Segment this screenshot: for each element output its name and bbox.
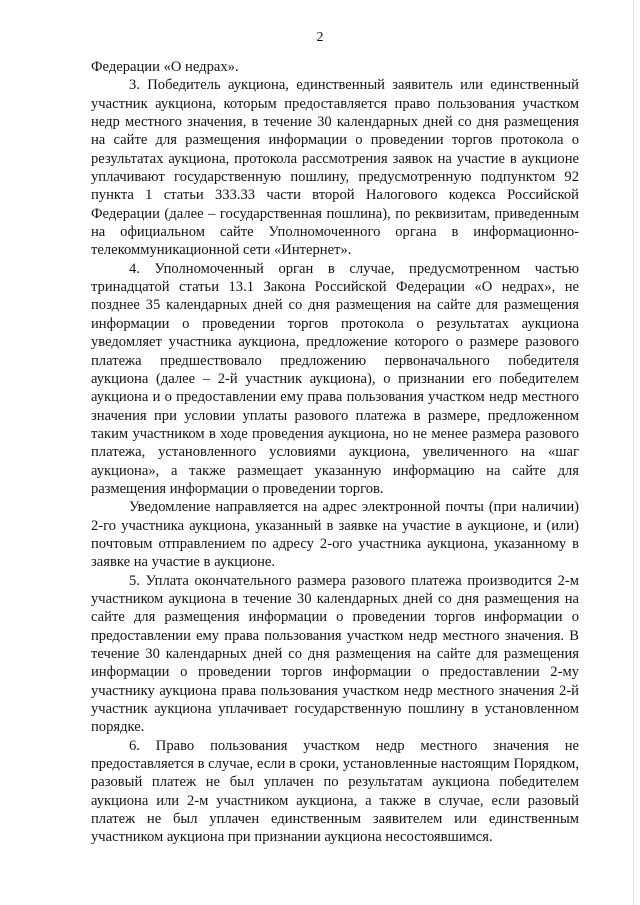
page-edge bbox=[633, 0, 634, 905]
paragraph-continuation: Федерации «О недрах». bbox=[91, 59, 239, 75]
paragraph-item-5: 5. Уплата окончательного размера разового платежа производится 2-м участником аукциона в течение 30 календарных дней со дня размещения на сайте для размещения информации о проведении торгов информации о предоставлении ему права пользования участком недр местного значения. В течение 30 календарных дней со дня размещения на сайте для размещения информации о проведении торгов информации о предоставлении 2-му участнику аукциона права пользования участком недр местного значения 2-й участник аукциона уплачивает государственную пошлину в установленном порядке. bbox=[91, 572, 579, 736]
paragraph-item-3: 3. Победитель аукциона, единственный заявитель или единственный участник аукциона, которым предоставляется право пользования участком недр местного значения, в течение 30 календарных дней со дня размещения на сайте для размещения информации о проведении торгов протокола о результатах аукциона, протокола рассмотрения заявок на участие в аукционе уплачивают государственную пошлину, предусмотренную подпунктом 92 пункта 1 статьи 333.33 части второй Налогового кодекса Российской Федерации (далее – государственная пошлина), по реквизитам, приведенным на официальном сайте Уполномоченного органа в информационно-телекоммуникационной сети «Интернет». bbox=[91, 77, 579, 259]
paragraph-notification: Уведомление направляется на адрес электронной почты (при наличии) 2-го участника аукциона, указанный в заявке на участие в аукционе, и (или) почтовым отправлением по адресу 2-ого участника аукциона, указанному в заявке на участие в аукционе. bbox=[91, 499, 579, 571]
document-body bbox=[91, 58, 579, 847]
paragraph-item-4: 4. Уполномоченный орган в случае, предусмотренном частью тринадцатой статьи 13.1 Закона Российской Федерации «О недрах», не позднее 35 календарных дней со дня размещения на сайте для размещения информации о проведении торгов протокола о результатах аукциона уведомляет участника аукциона, предложение которого о размере разового платежа предшествовало предложению первоначального победителя аукциона (далее – 2-й участник аукциона), о признании его победителем аукциона и о предоставлении ему права пользования участком недр местного значения при условии уплаты разового платежа в размере, предложенном таким участником в ходе проведения аукциона, но не менее размера разового платежа, установленного условиями аукциона, увеличенного на «шаг аукциона», а также размещает указанную информацию на сайте для размещения информации о проведении торгов. bbox=[91, 260, 579, 497]
page-number: 2 bbox=[316, 30, 324, 45]
paragraph-item-6: 6. Право пользования участком недр местного значения не предоставляется в случае, если в сроки, установленные настоящим Порядком, разовый платеж не был уплачен по результатам аукциона победителем аукциона или 2-м участником аукциона, а также в случае, если разовый платеж не был уплачен единственным заявителем или единственным участником аукциона при признании аукциона несостоявшимся. bbox=[91, 737, 579, 846]
